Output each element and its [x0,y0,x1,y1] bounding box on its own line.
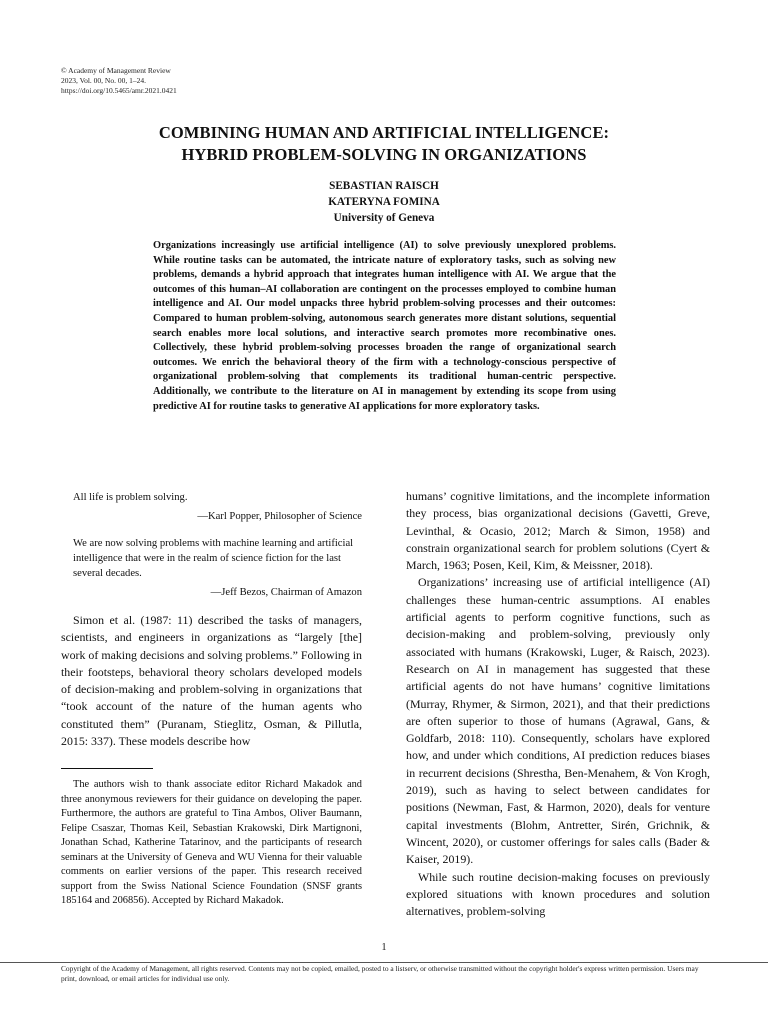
body-paragraph-3: Organizations’ increasing use of artificial intelligence (AI) challenges these human-centric assumptions. AI enables artificial agents to perform cognitive functions, such as decision-making and problem-solving, previously only associated with humans (Krakowski, Luger, & Raisch, 2023). Research on AI in management has suggested that these artificial agents do not have humans’ cognitive limitations (Murray, Rhymer, & Sirmon, 2021), and that their predictions are often superior to those of humans (Agrawal, Gans, & Goldfarb, 2018: 110). Consequently, scholars have explored how, and under which conditions, AI prediction reduces biases in recurrent decisions (Shrestha, Ben-Menahem, & Von Krogh, 2019), such as having to select between candidates for positions (Newman, Fast, & Harmon, 2020), deals for venture capital investments (Blohm, Antretter, Sirén, Grichnik, & Wincent, 2020), or customer offerings for sales calls (Bader & Kaiser, 2019). [406,575,710,867]
acknowledgement-footnote: The authors wish to thank associate editor Richard Makadok and three anonymous reviewers for their guidance on developing the paper. Furthermore, the authors are grateful to Tina Ambos, Oliver Baumann, Felipe Csaszar, Thomas Keil, Sebastian Krakowski, Dirk Martignoni, Jonathan Schad, Katherine Tatarinov, and the participants of research seminars at the University of Geneva and WU Vienna for their valuable comments on earlier versions of the paper. This research received support from the Swiss National Science Foundation (SNSF grants 185164 and 206856). Accepted by Richard Makadok. [61,779,362,906]
left-column [61,490,362,750]
body-paragraph-2: humans’ cognitive limitations, and the incomplete information they process, bias organizational decisions (Gavetti, Greve, Levinthal, & Ocasio, 2012; March & Simon, 1958) and constrain organizational search for problem solutions (Cyert & March, 1963; Posen, Keil, Kim, & Meissner, 2018). [406,489,710,573]
paper-title [0,122,768,166]
footnote-divider [61,768,153,769]
author-raisch: SEBASTIAN RAISCH [329,180,439,192]
affiliation: University of Geneva [333,212,435,224]
copyright-notice: Copyright of the Academy of Management, all rights reserved. Contents may not be copied, emailed, posted to a listserv, or otherwise transmitted without the copyright holder's express written permission. Users may print, download, or email articles for individual use only. [61,964,699,983]
abstract: Organizations increasingly use artificial intelligence (AI) to solve previously unexplored problems. While routine tasks can be automated, the intricate nature of exploratory tasks, such as solving new problems, demands a hybrid approach that integrates human intelligence with AI. We argue that the outcomes of this human–AI collaboration are contingent on the processes employed to combine human intelligence and AI. Our model unpacks three hybrid problem-solving processes and their outcomes: Compared to human problem-solving, autonomous search generates more distant solutions, sequential search enables more local solutions, and interactive search promotes more recombinative ones. Collectively, these hybrid problem-solving processes broaden the range of organizational search outcomes. We enrich the behavioral theory of the firm with a technology-conscious perspective of organizational problem-solving that complements its traditional human-centric perspective. Additionally, we contribute to the literature on AI in management by extending its scope from using predictive AI for routine tasks to generative AI applications for more exploratory tasks. [153,240,616,412]
copyright-divider [0,962,768,963]
epigraph-attribution-bezos: —Jeff Bezos, Chairman of Amazon [210,587,362,598]
title-line-1: COMBINING HUMAN AND ARTIFICIAL INTELLIGENCE: [158,123,610,142]
journal-name: © Academy of Management Review [61,66,171,75]
author-fomina: KATERYNA FOMINA [328,196,440,208]
page-number: 1 [381,942,387,953]
body-paragraph-1: Simon et al. (1987: 11) described the tasks of managers, scientists, and engineers in organizations as “largely [the] work of making decisions and solving problems.” Following in their footsteps, behavioral theory scholars developed models of decision-making and problem-solving in organizations that “took account of the nature of the human agents who constituted them” (Puranam, Stieglitz, Osman, & Pillutla, 2015: 337). These models describe how [61,613,362,749]
epigraph-attribution-popper: —Karl Popper, Philosopher of Science [197,511,362,522]
volume-info: 2023, Vol. 00, No. 00, 1–24. [61,76,146,85]
epigraph-quote-popper: All life is problem solving. [73,492,188,503]
journal-meta [61,66,177,96]
title-line-2: HYBRID PROBLEM-SOLVING IN ORGANIZATIONS [181,145,587,164]
doi-link[interactable]: https://doi.org/10.5465/amr.2021.0421 [61,86,177,95]
right-column [406,488,710,920]
author-block [0,178,768,226]
body-paragraph-4: While such routine decision-making focuses on previously explored situations with known procedures and solution alternatives, problem-solving [406,869,710,919]
epigraph-quote-bezos: We are now solving problems with machine learning and artificial intelligence that were in the realm of science fiction for the last several decades. [73,538,354,579]
